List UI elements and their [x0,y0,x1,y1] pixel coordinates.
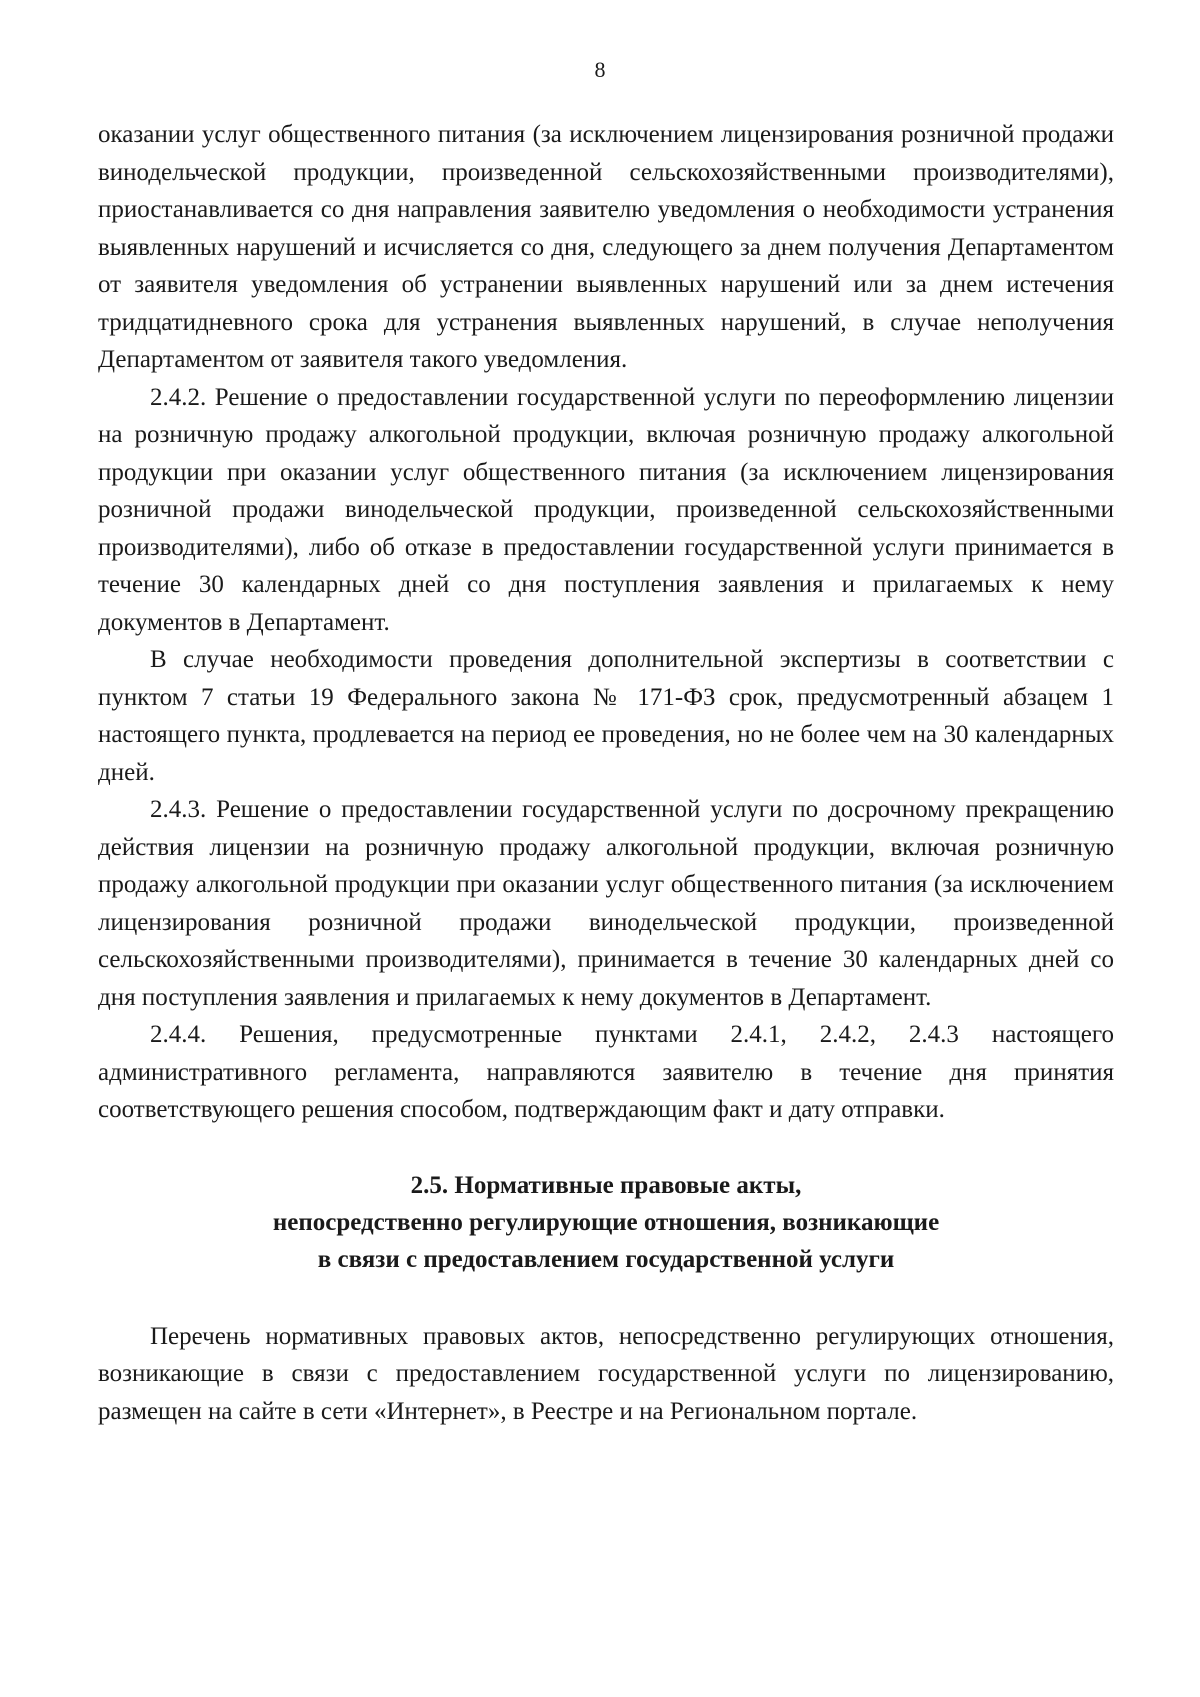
document-body [98,116,1114,1430]
section-heading-line: 2.5. Нормативные правовые акты, [410,1171,802,1199]
paragraph-2-4-3: 2.4.3. Решение о предоставлении государственной услуги по досрочному прекращению действия лицензии на розничную продажу алкогольной продукции, включая розничную продажу алкогольной продукции при оказании услуг общественного питания (за исключением лицензирования розничной продажи винодельческой продукции, произведенной сельскохозяйственными производителями), принимается в течение 30 календарных дней со дня поступления заявления и прилагаемых к нему документов в Департамент. [98,796,1114,1011]
section-heading-2-5 [98,1167,1114,1278]
section-heading-line: в связи с предоставлением государственной услуги [317,1245,895,1273]
paragraph-expertise-extension: В случае необходимости проведения дополнительной экспертизы в соответствии с пунктом 7 статьи 19 Федерального закона № 171-ФЗ срок, предусмотренный абзацем 1 настоящего пункта, продлевается на период ее проведения, но не более чем на 30 календарных дней. [98,646,1114,786]
paragraph-2-4-2: 2.4.2. Решение о предоставлении государственной услуги по переоформлению лицензии на розничную продажу алкогольной продукции, включая розничную продажу алкогольной продукции при оказании услуг общественного питания (за исключением лицензирования розничной продажи винодельческой продукции, произведенной сельскохозяйственными производителями), либо об отказе в предоставлении государственной услуги принимается в течение 30 календарных дней со дня поступления заявления и прилагаемых к нему документов в Департамент. [98,383,1114,636]
page-number: 8 [594,57,606,82]
paragraph-2-5-body: Перечень нормативных правовых актов, непосредственно регулирующих отношения, возникающие в связи с предоставлением государственной услуги по лицензированию, размещен на сайте в сети «Интернет», в Реестре и на Региональном портале. [98,1322,1114,1425]
paragraph-continuation: оказании услуг общественного питания (за исключением лицензирования розничной продажи винодельческой продукции, произведенной сельскохозяйственными производителями), приостанавливается со дня направления заявителю уведомления о необходимости устранения выявленных нарушений и исчисляется со дня, следующего за днем получения Департаментом от заявителя уведомления об устранении выявленных нарушений или за днем истечения тридцатидневного срока для устранения выявленных нарушений, в случае неполучения Департаментом от заявителя такого уведомления. [98,121,1114,373]
section-heading-line: непосредственно регулирующие отношения, возникающие [272,1208,940,1236]
paragraph-2-4-4: 2.4.4. Решения, предусмотренные пунктами 2.4.1, 2.4.2, 2.4.3 настоящего административного регламента, направляются заявителю в течение дня принятия соответствующего решения способом, подтверждающим факт и дату отправки. [98,1021,1114,1123]
